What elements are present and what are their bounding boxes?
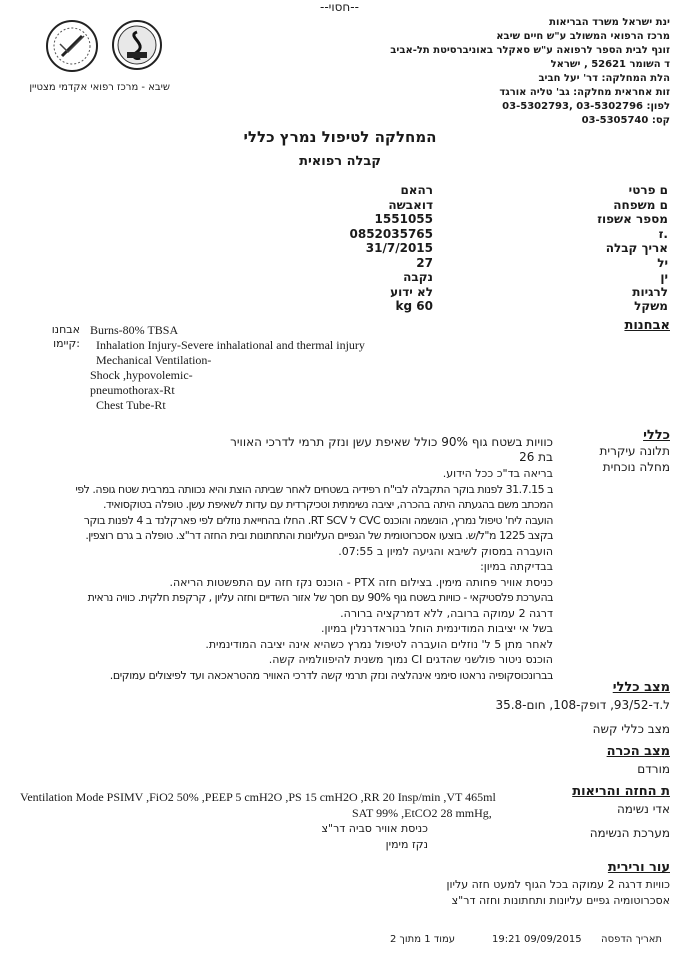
history-line: בקצב 1225 מ"ל/ש. בוצעו אסכרוטומית של הגפיים העליונות והתחתונות ובית החזה דר"צ. טופלה ב גרם רוצפין. [85,529,553,542]
org-line: לפון: 03-5302796 ,03-5302793 [502,101,670,112]
personal-labels [558,183,668,314]
resp-line: נקז מימין [385,838,428,851]
vitals: ל.ד-93/52, דופק-108, חום-35.8 [495,698,670,712]
history-line: דרגה 2 עמוקה ברובה, ללא דמרקציה ברורה. [340,606,553,620]
field-label: לרגיות [632,284,668,299]
diagnosis-item: Mechanical Ventilation- [96,353,212,367]
field-value: רהאם [400,183,433,197]
current-illness-label: מחלה נוכחית [602,460,670,474]
diagnosis-item: Shock ,hypovolemic- [90,368,193,382]
confidential-marker: --חסוי-- [320,0,359,14]
ministry-logo [46,20,98,72]
ministry-logo-icon [48,22,96,70]
org-line: זות אחראית מחלקה: גב' טליה אורגד [499,87,670,98]
general-status-value: מצב כללי קשה [592,722,670,736]
field-value: לא ידוע [390,284,433,299]
org-line: ד השומר 52621 , ישראל [550,59,670,70]
sheba-logo-icon [114,22,160,68]
org-line: מרכז הרפואי המשולב ע"ש חיים שיבא [496,31,670,42]
resp-line: כניסת אוויר סביה דר"צ [321,822,428,835]
sheba-logo [112,20,162,70]
logo-caption: שיבא - מרכז רפואי אקדמי מצטיין [29,82,170,93]
resp-system-label: מערכת הנשימה [589,826,670,840]
field-label: ם פרטי [628,183,668,197]
diagnosis-item: Inhalation Injury-Severe inhalational and thermal injury [96,338,365,352]
history-line: ב 31.7.15 לפנות בוקר התקבלה לבי"ח רפידיה בשטחים לאחר שביתה הוצת והיא נכוותה במרבית שטח גופה. לפי [75,482,553,496]
chief-complaint-label: תלונה עיקרית [599,444,670,458]
field-label: יל [657,255,668,270]
org-line: הלת המחלקה: דר' יעל חביב [538,73,670,84]
field-label: משקל [634,299,668,313]
department-title: המחלקה לטיפול נמרץ כללי [243,128,437,146]
field-label: מספר אשפוז [597,212,668,226]
diagnoses-list [90,323,365,413]
history-line: המכתב משם בהגעתה היתה בהכרה, יציבה נשימתית וטכיקרדית עם עדות לשאיפת עשן. טופלה בטוקסואיד. [102,498,553,511]
history-line: לאחר מתן 5 ל' נוזלים הועברה לטיפול נמרץ כשהיא אינה יציבה המודינמית. [205,637,553,651]
footer-print-label: תאריך הדפסה [601,934,662,945]
diagnosis-label: :קיימו [53,337,80,350]
diagnosis-item: Chest Tube-Rt [96,398,166,412]
org-header [310,16,670,128]
diagnoses-heading: אבחנות [624,318,670,333]
chief-complaint [13,435,553,465]
footer-page: עמוד 1 מתוך 2 [390,934,455,945]
diagnosis-item: pneumothorax-Rt [90,383,175,397]
field-value: 27 [416,255,433,270]
org-line: קס: 03-5305740 [581,115,670,126]
field-value: kg 60 [395,299,433,313]
field-label: אריך קבלה [605,241,668,255]
skin-line: אסכרוטומיה גפיים עליונות ותחתונות וחזה דר"צ [451,894,670,907]
field-value: נקבה [403,270,433,284]
ventilation-label: אדי נשימה [616,802,670,816]
history-text [8,466,553,683]
chief-complaint-line: בת 26 [519,450,553,464]
field-label: ם משפחה [613,197,668,212]
skin-line: כוויות דרגה 2 עמוקה בכל הגוף למעט חזה עליון [446,878,670,891]
consciousness-heading: מצב הכרה [606,744,670,759]
history-line: הועברה במסוק לשיבא והגיעה למיון ב 07:55. [338,544,553,558]
ventilation-settings: Ventilation Mode PSIMV ,FiO2 50% ,PEEP 5 cmH2O ,PS 15 cmH2O ,RR 20 Insp/min ,VT 465ml [20,790,496,804]
personal-values [293,183,433,314]
history-line: בבדיקתה במיון: [480,560,553,573]
history-line: בשל אי יציבות המודינמית הוחל בנוראדרנלין במיון. [321,622,553,635]
field-label: .ז [658,226,668,241]
field-value: דואבשה [388,197,433,212]
document-type: קבלה רפואית [299,154,381,169]
diagnosis-item: Burns-80% TBSA [90,323,179,337]
footer-time: 19:21 09/09/2015 [492,934,582,945]
diagnoses-side-labels [20,323,80,351]
field-label: ין [660,270,668,284]
field-value: 1551055 [374,212,433,226]
skin-heading: עור ורירית [607,860,670,875]
ventilation-sat: SAT 99% ,EtCO2 28 mmHg, [352,806,492,820]
history-line: הועבה ליח' טיפול נמרץ, הונשמה והוכנס CVC ל RT SCV. החלו בהחייאת נוזלים לפי פארקלנד ב 4 לפנות בוקר [83,513,553,527]
consciousness-value: מורדם [637,762,670,776]
history-line: בריאה בד"כ ככל הידוע. [442,467,553,480]
history-line: בברונכוסקופיה נראטו סימני אינהלציה ונזק תרמי קשה לדרכי האוויר מהטראכאה ועד לפיצולים עמוקים. [109,668,553,682]
field-value: 31/7/2015 [365,241,433,255]
general-status-heading: מצב כללי [612,680,670,695]
org-line: ינת ישראל משרד הבריאות [549,17,670,28]
field-value: 0852035765 [349,226,433,241]
chest-heading: ת החזה והריאות [572,784,670,799]
history-line: כניסת אוויר פחותה מימין. בצילום חזה PTX - הוכנס נקז חזה עם התפשטות הריאה. [169,575,553,589]
chief-complaint-line: כוויות בשטח גוף 90% כולל שאיפת עשן ונזק תרמי לדרכי האוויר [230,435,553,449]
history-line: בהערכת פלסטיקאי - כוויות בשטח גוף 90% עם חסך של אזור השדיים וחזה עליון , קרקפת חלקית. כוויה נראית [87,591,553,604]
diagnosis-label: אבחנו [51,323,80,336]
history-line: הוכנס ניטור פולשני שהדגים CI נמוך משנית להיפוולמיה קשה. [268,653,553,666]
general-heading: כללי [643,428,670,443]
org-line: זונף לבית הספר לרפואה ע"ש סאקלר באוניברסיטת תל-אביב [390,45,670,56]
